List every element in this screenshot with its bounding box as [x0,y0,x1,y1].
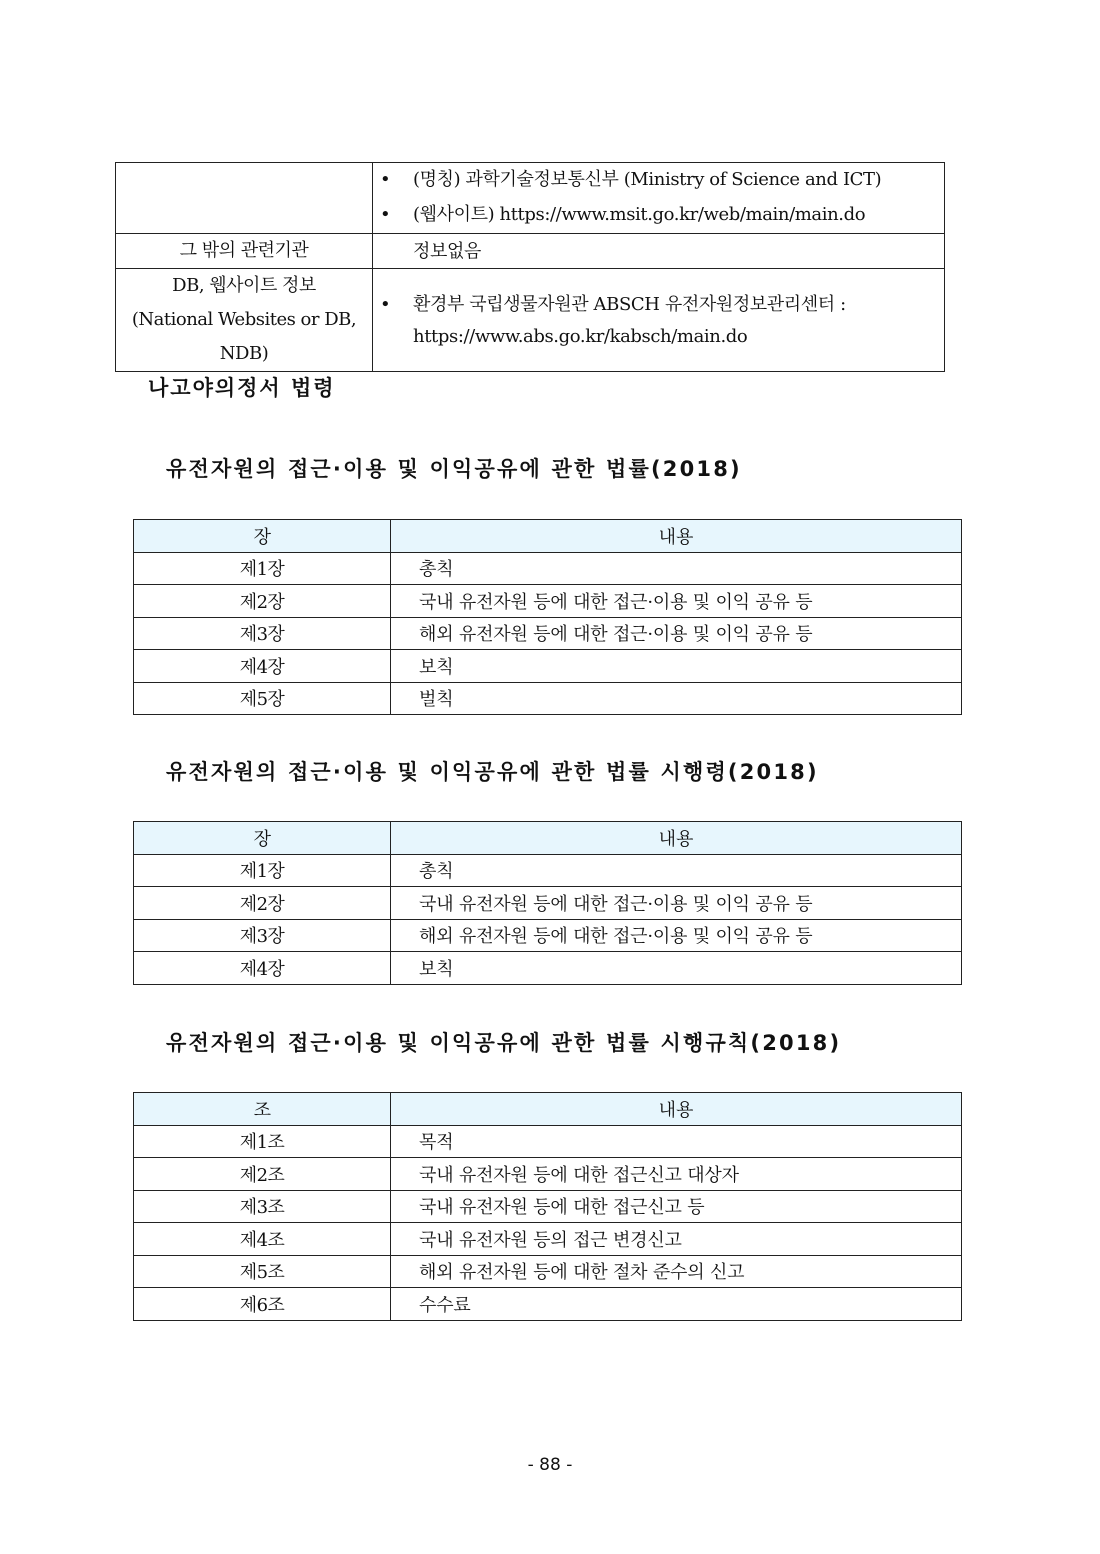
article-number: 제2조 [134,1158,391,1191]
ministry-website[interactable]: (웹사이트) https://www.msit.go.kr/web/main/main.do [413,204,866,225]
other-agency-row [116,234,945,269]
db-website-url[interactable]: https://www.abs.go.kr/kabsch/main.do [413,326,748,347]
column-header-article: 조 [134,1093,391,1126]
chapter-content: 보칙 [391,650,962,683]
article-number: 제5조 [134,1255,391,1288]
table-row [134,617,962,650]
enforcement-rule-table [133,1092,962,1321]
db-website-label-en: (National Websites or DB, NDB) [131,309,357,364]
chapter-number: 제4장 [134,952,391,985]
article-content: 수수료 [391,1288,962,1321]
chapter-number: 제2장 [134,585,391,618]
article-content: 해외 유전자원 등에 대한 절차 준수의 신고 [391,1255,962,1288]
column-header-chapter: 장 [134,520,391,553]
table-row [134,1288,962,1321]
db-website-label-cell [116,269,373,372]
table-row [134,1223,962,1256]
table-row [134,919,962,952]
table-row [134,952,962,985]
related-agency-table [115,162,945,372]
ministry-label-cell [116,163,373,234]
table-row [134,1255,962,1288]
chapter-number: 제5장 [134,682,391,715]
table-row [134,1158,962,1191]
chapter-number: 제2장 [134,887,391,920]
chapter-content: 국내 유전자원 등에 대한 접근·이용 및 이익 공유 등 [391,585,962,618]
db-website-value-cell [373,269,945,372]
article-content: 국내 유전자원 등의 접근 변경신고 [391,1223,962,1256]
chapter-content: 벌칙 [391,682,962,715]
column-header-chapter: 장 [134,822,391,855]
article-number: 제4조 [134,1223,391,1256]
article-content: 국내 유전자원 등에 대한 접근신고 대상자 [391,1158,962,1191]
chapter-content: 해외 유전자원 등에 대한 접근·이용 및 이익 공유 등 [391,617,962,650]
column-header-content: 내용 [391,1093,962,1126]
chapter-content: 해외 유전자원 등에 대한 접근·이용 및 이익 공유 등 [391,919,962,952]
article-number: 제6조 [134,1288,391,1321]
table-row [134,887,962,920]
law-act-table [133,519,962,715]
table-header-row [134,822,962,855]
law-act-title: 유전자원의 접근·이용 및 이익공유에 관한 법률(2018) [166,457,742,481]
page-number: - 88 - [527,1455,573,1475]
column-header-content: 내용 [391,520,962,553]
enforcement-decree-title: 유전자원의 접근·이용 및 이익공유에 관한 법률 시행령(2018) [166,760,819,784]
ministry-name-line [373,163,944,198]
db-website-name-line [373,288,944,320]
column-header-content: 내용 [391,822,962,855]
other-agency-value: 정보없음 [413,241,481,262]
section-title: 나고야의정서 법령 [148,376,336,400]
chapter-content: 총칙 [391,854,962,887]
ministry-website-line [373,198,944,233]
table-row [134,854,962,887]
chapter-number: 제4장 [134,650,391,683]
table-row [134,1125,962,1158]
chapter-content: 국내 유전자원 등에 대한 접근·이용 및 이익 공유 등 [391,887,962,920]
chapter-content: 총칙 [391,552,962,585]
db-website-label: DB, 웹사이트 정보 [172,275,316,296]
article-number: 제3조 [134,1190,391,1223]
other-agency-value-cell [373,234,945,269]
enforcement-decree-table [133,821,962,985]
bullet-icon: • [380,204,391,225]
bullet-icon: • [380,294,391,315]
ministry-name: (명칭) 과학기술정보통신부 (Ministry of Science and ICT) [413,169,882,190]
chapter-content: 보칙 [391,952,962,985]
other-agency-label: 그 밖의 관련기관 [116,234,373,269]
ministry-row [116,163,945,234]
chapter-number: 제1장 [134,552,391,585]
table-row [134,682,962,715]
chapter-number: 제1장 [134,854,391,887]
table-row [134,552,962,585]
chapter-number: 제3장 [134,617,391,650]
table-row [134,650,962,683]
article-content: 국내 유전자원 등에 대한 접근신고 등 [391,1190,962,1223]
bullet-icon: • [380,169,391,190]
ministry-value-cell [373,163,945,234]
table-header-row [134,1093,962,1126]
table-row [134,1190,962,1223]
table-header-row [134,520,962,553]
db-website-row [116,269,945,372]
table-row [134,585,962,618]
db-website-name: 환경부 국립생물자원관 ABSCH 유전자원정보관리센터 : [413,294,846,315]
chapter-number: 제3장 [134,919,391,952]
enforcement-rule-title: 유전자원의 접근·이용 및 이익공유에 관한 법률 시행규칙(2018) [166,1031,842,1055]
article-number: 제1조 [134,1125,391,1158]
article-content: 목적 [391,1125,962,1158]
